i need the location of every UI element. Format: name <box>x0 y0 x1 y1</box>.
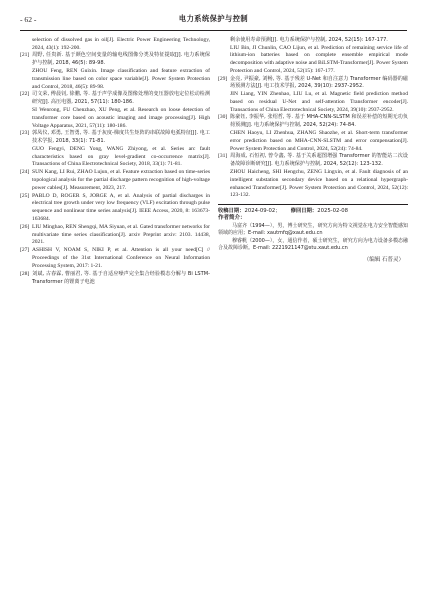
reference-text: 剩余使用寿命预测[J]. 电力系统保护与控制, 2024, 52(15): 167-177. <box>230 37 388 43</box>
reference-text <box>218 91 408 114</box>
reference-entry <box>20 271 210 286</box>
reference-text: ZHOU Haicheng, SHI Hengchu, ZENG Lingxin, et al. Fault diagnosis of an intelligent substation secondary device based on a relational hypergraph-enhanced Transformer[J]. Power System Protection and Control, 2024, 52(12): 123-132. <box>230 169 408 199</box>
reference-entry <box>20 91 210 106</box>
page-header <box>20 14 407 31</box>
reference-text: selection of dissolved gas in oil[J]. Electric Power Engineering Technology, 2024, 43(1): 192-200. <box>32 37 210 51</box>
reference-entry <box>20 193 210 224</box>
reference-text: JIN Liang, YIN Zhenhao, LIU Lu, et al. Magnetic field prediction method based on residual U-Net and self-attention Transformer encoder[J]. Transactions of China Electrotechnical Society, 2024, 39(10): 2937-2952. <box>230 91 408 113</box>
revised-label: 修回日期： <box>290 207 318 214</box>
article-dates <box>218 204 408 215</box>
reference-entry <box>20 247 210 270</box>
author-info-heading: 作者简介： <box>218 215 246 222</box>
reference-text <box>20 37 210 52</box>
reference-text: SUN Kang, LI Rui, ZHAO Lujun, et al. Feature extraction based on time-series topological analysis for the partial discharge pattern recognition of high-voltage power cables[J]. Measurement, 2023, 217. <box>32 169 210 191</box>
reference-text: 郭凤仪, 邓勇, 王智勇, 等. 基于灰度-梯度共生矩阵的串联故障电弧特征[J]. 电工技术学报, 2018, 33(1): 71-81. <box>32 130 210 144</box>
reference-number: [29] <box>218 75 228 82</box>
reference-text <box>218 37 408 45</box>
reference-text <box>218 45 408 76</box>
reference-entry <box>218 114 408 129</box>
reference-text: GUO Fengyi, DENG Yong, WANG Zhiyong, et al. Series arc fault characteristics based on gray level-gradient co-occurrence matrix[J]. Transactions of China Electrotechnical Society, 2018, 33(1): 71-81. <box>32 146 210 168</box>
author-bio: 马富齐（1994—），男，博士研究生，研究方向为特文视觉在电力安全智能感知领域的应用；E-mail: xautmfq@xaut.edu.cn <box>218 222 408 237</box>
reference-text: 刘斌, 古春霖, 曹丽君, 等. 基于自适应噪声完全集合经验模态分解与 Bi LSTM-Transformer 的锂离子电池 <box>32 270 210 285</box>
reference-entry <box>20 130 210 145</box>
received-date: 2024-09-02； <box>244 207 281 214</box>
reference-text: LIU Bin, JI Chunlin, CAO Lijun, et al. Prediction of remaining service life of lithium-ion batteries based on complete ensemble empirical mode decomposition with adaptive noise and BiLSTM-Transformer[J]. Power System Protection and Control, 2024, 52(15): 167-177. <box>230 44 408 74</box>
reference-number: [26] <box>20 223 30 230</box>
journal-title: 电力系统保护与控制 <box>178 14 249 23</box>
reference-number: [27] <box>20 247 30 254</box>
reference-number: [24] <box>20 169 30 176</box>
reference-entry <box>218 76 408 91</box>
reference-text: PABLO D, ROGER S, JORGE A, et al. Analysis of partial discharges in electrical tree growth under very low frequency (VLF) excitation through pulse sequence and nonlinear time series analysis[J]. IEEE Access, 2020, 8: 163673-163684. <box>32 192 210 222</box>
reference-number: [31] <box>218 153 228 160</box>
reference-number: [21] <box>20 52 30 59</box>
reference-text: 金亮, 尹振豪, 刘畅, 等. 基于残差 U-Net 和自注意力 Transformer 编码器的磁场预测方法[J]. 电工技术学报, 2024, 39(10): 2937-2952. <box>230 75 408 90</box>
reference-text: 周海成, 石恒初, 曾令鑫, 等. 基于关系超图增强 Transformer 的智能站二次设备故障诊断研究[J]. 电力系统保护与控制, 2024, 52(12): 123-132. <box>230 153 408 168</box>
reference-number: [28] <box>20 270 30 277</box>
reference-text: 周野, 任贵新. 基于颜色空间变量的输电线图像分类及特征提取[J]. 电力系统保护与控制, 2018, 46(5): 89-98. <box>32 52 210 67</box>
reference-entry <box>20 169 210 192</box>
reference-entry <box>20 224 210 247</box>
reference-number: [22] <box>20 91 30 98</box>
reference-text <box>218 130 408 153</box>
reference-number: [30] <box>218 114 228 121</box>
received-label: 收稿日期： <box>218 207 245 214</box>
reference-text: LIU Minghao, REN Shengqi, MA Siyuan, et al. Gated transformer networks for multivariate time series classification[J]. arxiv Preprint arxiv: 2103. 14438, 2021. <box>32 223 210 246</box>
reference-text <box>20 107 210 130</box>
reference-text <box>20 68 210 91</box>
reference-entry <box>20 52 210 67</box>
reference-text <box>218 169 408 200</box>
reference-entry <box>218 153 408 168</box>
reference-number: [23] <box>20 130 30 137</box>
left-column-references <box>20 37 210 287</box>
reference-text: ZHOU Feng, REN Guixin. Image classification and feature extraction of transmission line based on color space variable[J]. Power System Protection and Control, 2018, 46(5): 89-98. <box>32 68 210 90</box>
author-bio: 穆睿帆（2000—），女，通信作者，硕士研究生，研究方向为电力设备多模态融合及故障诊断。E-mail: 2221921147@stu.xaut.edu.cn <box>218 237 408 252</box>
revised-date: 2025-02-08 <box>317 207 348 214</box>
reference-text: CHEN Haoyu, LI Zhenhua, ZHANG Shaozhe, et al. Short-term transformer error prediction based on MHA-CNN-SLSTM and error compensation[J]. Power System Protection and Control, 2024, 52(24): 74-84. <box>230 130 408 152</box>
editor-credit: （编辑 石普灵） <box>363 256 404 263</box>
reference-text: SI Wenrong, FU Chenzhao, XU Peng, et al. Research on loose detection of transformer core based on acoustic imaging and image processing[J]. High Voltage Apparatus, 2021, 57(11): 180-186. <box>32 107 210 129</box>
reference-number: [25] <box>20 192 30 199</box>
right-column-references <box>218 37 408 200</box>
reference-text <box>20 146 210 169</box>
reference-text: 陈豪钰, 李振华, 张绍哲, 等. 基于 MHA-CNN-SLSTM 和误差补偿的短期无功负荷预测[J]. 电力系统保护与控制, 2024, 52(24): 74-84. <box>230 114 408 129</box>
reference-text: 司文荣, 傅晨钊, 徐鹏, 等. 基于声学成像及图像处理的变压器放电定位松动检测研究[J]. 高压电器, 2021, 57(11): 180-186. <box>32 91 210 106</box>
right-column <box>218 37 408 264</box>
reference-text: ASHISH V, NOAM S, NIKI P, et al. Attention is all your need[C] // Proceedings of the 31st International Conference on Neural Information Processing System, 2017: 1-21. <box>32 247 210 269</box>
page-number: - 62 - <box>20 15 37 24</box>
